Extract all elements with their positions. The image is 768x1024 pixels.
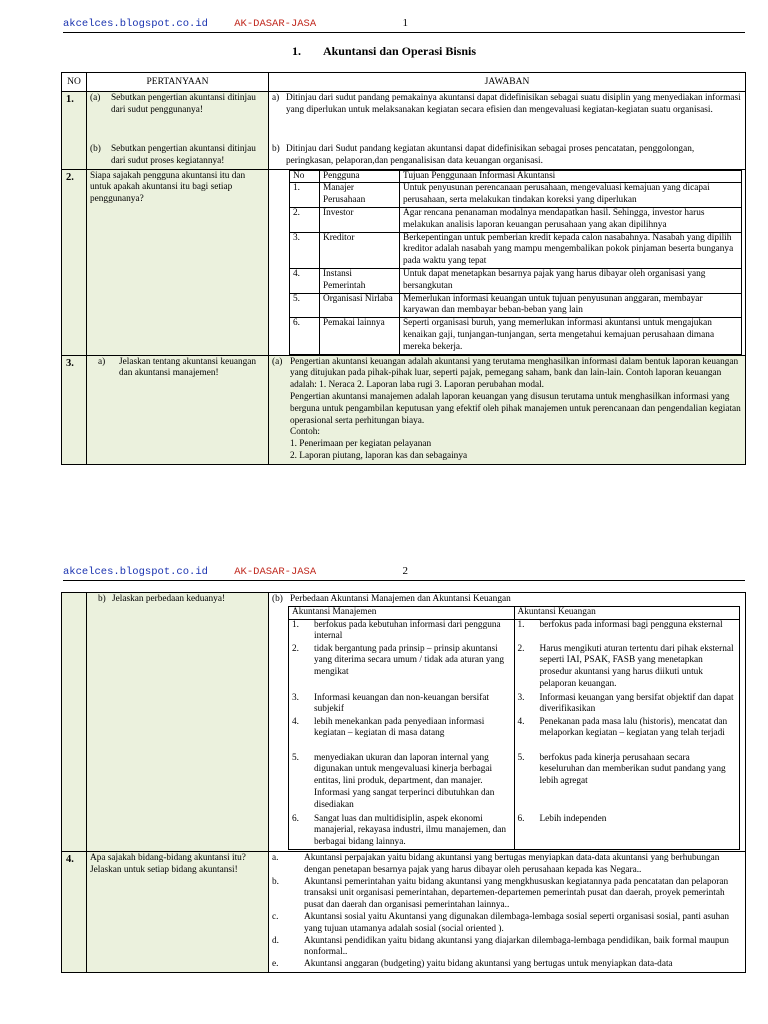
table-row: [62, 593, 746, 852]
table-row: [62, 92, 746, 170]
user-row: 1. Manajer Perusahaan Untuk penyusunan perencanaan perusahaan, mengevaluasi kemajuan yang dicapai perusahaan, serta melakukan tindakan koreksi yang diperlukan: [290, 183, 742, 208]
qa-table: [61, 72, 746, 465]
question-cell: b) Jelaskan perbedaan keduanya!: [87, 593, 269, 852]
page-header: [63, 17, 408, 31]
header-rule: [63, 580, 745, 581]
row-number: 4.: [62, 851, 87, 972]
user-row: 3. Kreditor Berkepentingan untuk pemberian kredit kepada calon nasabahnya. Nasabah yang dipilih kreditor adalah nasabah yang mampu mengembalikan pokok pinjaman beserta bunganya pada waktu yang tepat: [290, 232, 742, 268]
course-code: AK-DASAR-JASA: [234, 566, 317, 578]
table-row: [62, 169, 746, 355]
comparison-body: 1. berfokus pada kebutuhan informasi dari pengguna internal 2. tidak bergantung pada prinsip – prinsip akuntansi yang diterima secara umum / tidak ada aturan yang mengikat 3. Informasi keuangan dan non-keuangan bersifat subjekif 4. lebih menekankan pada penyediaan informasi kegiatan – kegiatan di masa datang 5. menyediakan ukuran dan laporan internal yang digunakan untuk mengevaluasi kinerja berbagai entitas, lini produk, department, dan manajer. Informasi yang sangat terperinci dibutuhkan dan disediakan 6. Sangat luas dan multidisiplin, aspek ekonomi manajerial, rekayasa industri, ilmu manajemen, dan berbagai bidang lainnya. 1. berfokus pada informasi bagi pengguna eksternal 2. Harus mengikuti aturan tertentu dari pihak eksternal seperti IAI, PSAK, FASB yang menetapkan prosedur akuntansi yang harus diikuti untuk pelaporan keuangan. 3. Informasi keuangan yang bersifat objektif dan dapat diverifikasikan 4. Penekanan pada masa lalu (historis), mencatat dan melaporkan kegiatan – kegiatan yang telah terjadi 5. berfokus pada kinerja perusahaan secara keseluruhan dan memberikan sudut pandang yang lebih agregat 6. Lebih independen: [289, 619, 740, 849]
row-number: 3.: [62, 355, 87, 464]
question-cell: Apa sajakah bidang-bidang akuntansi itu? Jelaskan untuk setiap bidang akuntansi!: [87, 851, 269, 972]
comparison-header: Akuntansi Manajemen Akuntansi Keuangan: [289, 606, 740, 619]
answer-cell: [269, 169, 746, 355]
site-link[interactable]: akcelces.blogspot.co.id: [63, 566, 208, 578]
question-cell: (a) Sebutkan pengertian akuntansi ditinjau dari sudut penggunanya! (b) Sebutkan pengertian akuntansi ditinjau dari sudut proses kegiatannya!: [87, 92, 269, 170]
page-number: 2: [402, 565, 408, 577]
answer-cell: a. Akuntansi perpajakan yaitu bidang akuntansi yang bertugas menyiapkan data-data akuntansi yang berhubungan dengan penetapan besarnya pajak yang harus dibayar oleh perusahaan kepada kas Negara.. b. Akuntansi pemerintahan yaitu bidang akuntansi yang mengkhususkan kegiatannya pada pencatatan dan pelaporan transaksi unit organisasi pemerintahan, departemen-departemen pemerintah pusat dan daerah, proyek pemerintah pusat dan daerah dan organisasi pemerintahan lainnya.. c. Akuntansi sosial yaitu Akuntansi yang digunakan dilembaga-lembaga sosial seperti organisasi sosial, panti asuhan yang tujuan utamanya adalah sosial (social oriented ). d. Akuntansi pendidikan yaitu bidang akuntansi yang diajarkan dilembaga-lembaga pendidikan, baik formal maupun nonformal.. e. Akuntansi anggaran (budgeting) yaitu bidang akuntansi yang bertugas untuk menyiapkan data-data: [269, 851, 746, 972]
answer-cell: (a) Pengertian akuntansi keuangan adalah akuntansi yang terutama menghasilkan informasi dalam bentuk laporan keuangan yang ditujukan pada pihak-pihak luar, seperti pajak, pemegang saham, bank dan lain-lain. Contoh laporan keuangan adalah: 1. Neraca 2. Laporan laba rugi 3. Laporan perubahan modal. Pengertian akuntansi manajemen adalah laporan keuangan yang disusun terutama untuk menghasilkan informasi yang berguna untuk pengambilan keputusan yang efektif oleh pihak manajemen untuk perencanaan dan pengendalian kegiatan operasional serta perhitungan biaya. Contoh: 1. Penerimaan per kegiatan pelayanan 2. Laporan piutang, laporan kas dan sebagainya: [269, 355, 746, 464]
col-answer: JAWABAN: [269, 73, 746, 92]
question-text: Jelaskan tentang akuntansi keuangan dan akuntansi manajemen!: [119, 356, 257, 379]
user-row: 5. Organisasi Nirlaba Memerlukan informasi keuangan untuk tujuan penyusunan anggaran, membayar karyawan dan membayar beban-beban yang lain: [290, 293, 742, 318]
question-text: Jelaskan perbedaan keduanya!: [112, 594, 226, 604]
col-no: NO: [62, 73, 87, 92]
section-title: 1. Akuntansi dan Operasi Bisnis: [291, 44, 477, 58]
table-header: [62, 73, 746, 92]
answer-cell: (b) Perbedaan Akuntansi Manajemen dan Akuntansi Keuangan Akuntansi Manajemen Akuntansi Keuangan 1. berfokus pada kebutuhan informasi dari pengguna internal 2. tidak bergantung pada prinsip – prinsip akuntansi yang diterima secara umum / tidak ada aturan yang mengikat 3. Informasi keuangan dan non-keuangan bersifat subjekif 4. lebih menekankan pada penyediaan informasi kegiatan – kegiatan di masa datang 5. menyediakan ukuran dan laporan internal yang digunakan untuk mengevaluasi kinerja berbagai entitas, lini produk, department, dan manajer. Informasi yang sangat terperinci dibutuhkan dan disediakan 6. Sangat luas dan multidisiplin, aspek ekonomi manajerial, rekayasa industri, ilmu manajemen, dan berbagai bidang lainnya. 1. berfokus pada informasi bagi pengguna eksternal 2. Harus mengikuti aturan tertentu dari pihak eksternal seperti IAI, PSAK, FASB yang menetapkan prosedur akuntansi yang harus diikuti untuk pelaporan keuangan. 3. Informasi keuangan yang bersifat objektif dan dapat diverifikasikan 4. Penekanan pada masa lalu (historis), mencatat dan melaporkan kegiatan – kegiatan yang telah terjadi 5. berfokus pada kinerja perusahaan secara keseluruhan dan memberikan sudut pandang yang lebih agregat 6. Lebih independen: [269, 593, 746, 852]
question-text: Sebutkan pengertian akuntansi ditinjau dari sudut penggunanya!: [111, 93, 256, 115]
answer-text: Pengertian akuntansi manajemen adalah laporan keuangan yang disusun terutama untuk menghasilkan informasi yang berguna untuk pengambilan keputusan yang efektif oleh pihak manajemen untuk perencanaan dan pengendalian kegiatan operasional serta perhitungan biaya.: [290, 392, 741, 426]
question-cell: Siapa sajakah pengguna akuntansi itu dan untuk apakah akuntansi itu bagi setiap penggunanya?: [87, 169, 269, 355]
site-link[interactable]: akcelces.blogspot.co.id: [63, 18, 208, 30]
page-header: [63, 565, 408, 579]
user-table-header: No Pengguna Tujuan Penggunaan Informasi Akuntansi: [290, 170, 742, 183]
row-number: [62, 593, 87, 852]
question-cell: a) Jelaskan tentang akuntansi keuangan dan akuntansi manajemen!: [87, 355, 269, 464]
question-text: Sebutkan pengertian akuntansi ditinjau dari sudut proses kegiatannya!: [111, 144, 256, 166]
course-code: AK-DASAR-JASA: [234, 18, 317, 30]
user-row: 6. Pemakai lainnya Seperti organisasi buruh, yang memerlukan informasi akuntansi untuk mengajukan kenaikan gaji, tunjangan-tunjangan, serta mengetahui kemajuan perusahaan dimana mereka bekerja.: [290, 318, 742, 354]
table-row: [62, 355, 746, 464]
user-row: 4. Instansi Pemerintah Untuk dapat menetapkan besarnya pajak yang harus dibayar oleh organisasi yang bersangkutan: [290, 269, 742, 294]
answer-text: Ditinjau dari sudut pandang pemakainya akuntansi dapat didefinisikan sebagai suatu disiplin yang menyediakan informasi yang diperlukan untuk melaksanakan kegiatan secara efisien dan mengevaluasi kegiatan-kegiatan suatu organisasi.: [286, 93, 741, 115]
header-rule: [63, 32, 745, 33]
page-number: 1: [402, 17, 408, 29]
comparison-table: [288, 606, 740, 850]
user-row: 2. Investor Agar rencana penanaman modalnya mendapatkan hasil. Sehingga, investor harus melakukan analisis laporan keuangan perusahaan yang akan dipilihnya: [290, 208, 742, 233]
row-number: 1.: [62, 92, 87, 170]
answer-text: Ditinjau dari Sudut pandang kegiatan akuntansi dapat didefinisikan sebagai proses pencatatan, penggolongan, peringkasan, pelaporan,dan penganalisisan data keuangan organisasi.: [286, 144, 695, 166]
answer-text: Pengertian akuntansi keuangan adalah akuntansi yang terutama menghasilkan informasi dalam bentuk laporan keuangan yang ditujukan pada pihak-pihak luar, seperti pajak, pemegang saham, bank dan lain-lain. Contoh laporan keuangan adalah: 1. Neraca 2. Laporan laba rugi 3. Laporan perubahan modal.: [290, 356, 739, 391]
row-number: 2.: [62, 169, 87, 355]
col-question: PERTANYAAN: [87, 73, 269, 92]
qa-table-continued: [61, 592, 746, 973]
user-table: [289, 170, 742, 355]
answer-cell: a) Ditinjau dari sudut pandang pemakainya akuntansi dapat didefinisikan sebagai suatu disiplin yang menyediakan informasi yang diperlukan untuk melaksanakan kegiatan secara efisien dan mengevaluasi kegiatan-kegiatan suatu organisasi. b) Ditinjau dari Sudut pandang kegiatan akuntansi dapat didefinisikan sebagai proses pencatatan, penggolongan, peringkasan, pelaporan,dan penganalisisan data keuangan organisasi.: [269, 92, 746, 170]
page-2: [0, 548, 768, 1024]
table-row: [62, 851, 746, 972]
